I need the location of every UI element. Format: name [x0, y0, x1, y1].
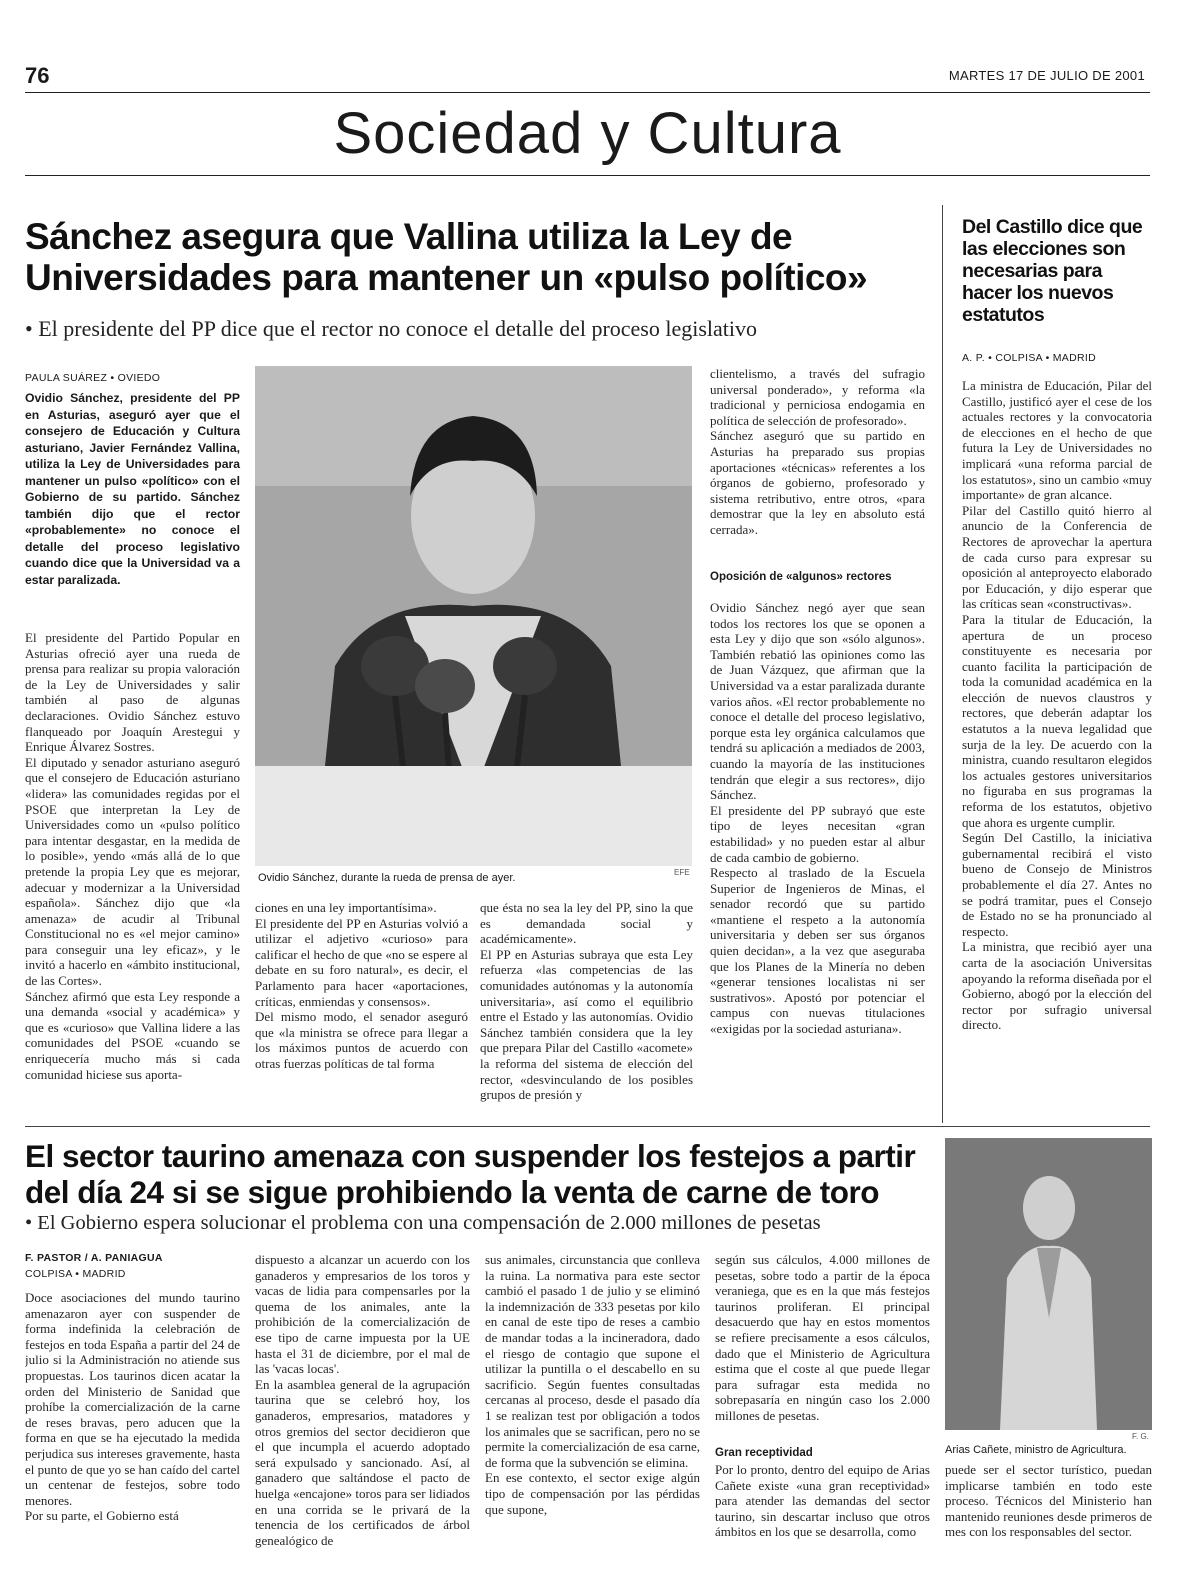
- article2-column-3: sus animales, circunstancia que conlleva la ruina. La normativa para este sector cambió el pasado 1 de julio y se eliminó la indemnización de 333 pesetas por kilo en canal de este tipo de reses a cambio de mandar todas a la incineradora, dado el riesgo de contagio que supone el utilizar la puntilla o el descabello en su sacrificio. Según fuentes consultadas cercanas al proceso, desde el pasado día 1 se realizan test por obligación a todos los animales que se sacrifican, pero no se permite la comercialización de esa carne, de forma que la subvención se elimina. En ese contexto, el sector exige algún tipo de compensación por las pérdidas que supone,: [485, 1252, 700, 1517]
- article1-photo: [255, 366, 692, 866]
- sidebar-body: La ministra de Educación, Pilar del Castillo, justificó ayer el cese de los actuales rectores y la convocatoria de elecciones en el hecho de que futura la Ley de Universidades no implicará «una reforma parcial de los estatutos», sino un cambio «muy importante» de gran alcance. Pilar del Castillo quitó hierro al anuncio de la Conferencia de Rectores de aprovechar la apertura de cada curso para expresar su oposición al anteproyecto elaborado por Educación, y dijo esperar que las críticas sean «constructivas». Para la titular de Educación, la apertura de un proceso constituyente es necesaria por cuanto facilita la participación de toda la comunidad académica en la elección de nuevos claustros y rectores, que deberán adaptar los estatutos a la nueva legalidad que surja de la ley. De acuerdo con la ministra, cuando resultaron elegidos los actuales gestores universitarios no figuraba en sus programas la reforma de los estatutos, objetivo que ahora es urgente cumplir. Según Del Castillo, la iniciativa gubernamental recibirá el visto bueno de Consejo de Ministros probablemente el día 27. Antes no se podrá tramitar, pues el Consejo de Estado no se ha pronunciado al respecto. La ministra, que recibió ayer una carta de la asociación Universitas apoyando la reforma diseñada por el Gobierno, abogó por la elección del rector por sufragio universal directo.: [962, 378, 1152, 1033]
- section-title: Sociedad y Cultura: [333, 101, 842, 166]
- article1-byline: [25, 372, 160, 384]
- article-separator: [25, 1126, 1150, 1127]
- article1-column-4-bottom: Ovidio Sánchez negó ayer que sean todos los rectores los que se oponen a esta Ley y dijo que son «sólo algunos». También rebatió las opiniones como las de Juan Vázquez, que afirman que la Universidad va a estar paralizada durante varios años. «El rector probablemente no conoce el detalle del proceso legislativo, porque esta ley orgánica calculamos que tendrá su aplicación a mediados de 2003, cuando la mayoría de las instituciones tendrán que elegir a sus rectores», dijo Sánchez. El presidente del PP subrayó que este tipo de leyes necesitan «gran estabilidad» y no pueden estar al albur de cada cambio de gobierno. Respecto al traslado de la Escuela Superior de Ingenieros de Minas, el senador recordó que su partido «mantiene el respeto a la autonomía universitaria y deben ser sus órganos quien decidan», a la vez que aseguraba que los Planes de la Minería no deben «generar tensiones localistas ni ser sustrativos». Apostó por potenciar el campus con nuevas titulaciones «exigidas por la sociedad asturiana».: [710, 600, 925, 1037]
- article2-column-2: dispuesto a alcanzar un acuerdo con los ganaderos y empresarios de los toros y vacas de lidia para compensarles por la quema de los animales, ante la prohibición de la comercialización de ese tipo de carne impuesta por la UE hasta el 31 de diciembre, por el mal de las 'vacas locas'. En la asamblea general de la agrupación taurina que se celebró hoy, los ganaderos, empresarios, matadores y otros gremios del sector decidieron que el que incumpla el acuerdo adoptado será expulsado y sancionado. Así, al ganadero que saltándose el pacto de huelga «encajone» toros para ser lidiados en una corrida se le privará de la tenencia de los certificados de árbol genealógico de: [255, 1252, 470, 1548]
- article2-headline: El sector taurino amenaza con suspender los festejos a partir del día 24 si se sigue prohibiendo la venta de carne de toro: [25, 1138, 916, 1210]
- article1-column-4-subhead: Oposición de «algunos» rectores: [710, 571, 892, 583]
- sidebar-headline: Del Castillo dice que las elecciones son necesarias para hacer los nuevos estatutos: [962, 216, 1143, 326]
- article1-photo-credit: EFE: [674, 868, 690, 877]
- article2-column-1: Doce asociaciones del mundo taurino amenazaron ayer con suspender de forma indefinida la celebración de festejos en toda España a partir del 24 de julio si la Administración no atiende sus propuestas. Los taurinos dicen acatar la orden del Ministerio de Sanidad que prohíbe la comercialización de la carne de reses bravas, pero aducen que la forma en que se ha ejecutado la medida perjudica sus intereses gravemente, hasta el punto de que yo se han caído del cartel un centenar de festejos, sobre todo menores. Por su parte, el Gobierno está: [25, 1290, 240, 1524]
- header-rule-top: [25, 92, 1150, 93]
- article1-column-1: El presidente del Partido Popular en Asturias ofreció ayer una rueda de prensa para realizar su propia valoración de la Ley de Universidades y salir también al paso de algunas declaraciones. Ovidio Sánchez estuvo flanqueado por Joaquín Arestegui y Enrique Álvarez Sostres. El diputado y senador asturiano aseguró que el consejero de Educación asturiano «lidera» las comunidades regidas por el PSOE que interpretan la Ley de Universidades como un «pulso político para intentar desgastar, en la medida de lo posible», yendo «más allá de lo que pretende la propia Ley que es mejorar, adecuar y modernizar a la Universidad española». Sánchez dijo que «la amenaza» de acudir al Tribunal Constitucional no es «el mejor camino» para conseguir una ley eficaz», y le invitó a hacerlo en «ámbito institucional, de las Cortes». Sánchez afirmó que esta Ley responde a una demanda «social y académica» y que es «curioso» que Vallina lidere a las comunidades del PSOE «cuando se enriquecería mucho más si cada comunidad hiciese sus aporta-: [25, 630, 240, 1082]
- article2-place: COLPISA • MADRID: [25, 1268, 126, 1280]
- article2-author: F. PASTOR / A. PANIAGUA: [25, 1252, 163, 1264]
- sidebar-divider: [942, 205, 943, 1123]
- article1-place: • OVIEDO: [110, 372, 161, 384]
- minister-portrait-illustration: [945, 1138, 1152, 1430]
- article2-column-5: puede ser el sector turístico, puedan implicarse también en todo este proceso. Técnicos del Ministerio han mantenido reuniones desde primeros de mes con los responsables del sector.: [945, 1462, 1152, 1540]
- article1-column-2: ciones en una ley importantísima». El presidente del PP en Asturias volvió a utilizar el adjetivo «curioso» para calificar el hecho de que «no se espere al debate en su foro natural», es decir, el Parlamento para hacer «aportaciones, críticas, enmiendas y consensos». Del mismo modo, el senador aseguró que «la ministra se ofrece para llegar a los máximos puntos de acuerdo con otras fuerzas políticas de tal forma: [255, 900, 468, 1071]
- article2-photo-caption: Arias Cañete, ministro de Agricultura.: [945, 1444, 1127, 1456]
- header-rule-bottom: [25, 175, 1150, 176]
- article1-photo-caption: Ovidio Sánchez, durante la rueda de prensa de ayer.: [258, 872, 516, 884]
- article1-headline: Sánchez asegura que Vallina utiliza la Ley de Universidades para mantener un «pulso político»: [25, 216, 868, 299]
- article1-subheadline: • El presidente del PP dice que el rector no conoce el detalle del proceso legislativo: [25, 316, 758, 341]
- press-conference-illustration: [255, 366, 692, 866]
- sidebar-byline: A. P. • COLPISA • MADRID: [962, 352, 1096, 364]
- article1-author: PAULA SUÁREZ: [25, 372, 108, 384]
- article2-subheadline: • El Gobierno espera solucionar el problema con una compensación de 2.000 millones de pesetas: [25, 1212, 821, 1234]
- page-number: 76: [25, 63, 50, 88]
- article2-column-4-bottom: Por lo pronto, dentro del equipo de Arias Cañete existe «una gran receptividad» para atender las demandas del sector taurino, sin descartar incluso que otros ámbitos en los que se desarrolla, como: [715, 1462, 930, 1540]
- article1-lead: Ovidio Sánchez, presidente del PP en Asturias, aseguró ayer que el consejero de Educación y Cultura asturiano, Javier Fernández Vallina, utiliza la Ley de Universidades para mantener un pulso «político» con el Gobierno de su partido. Sánchez también dijo que el rector «probablemente» no conoce el detalle del proceso legislativo cuando dice que la Universidad va a estar paralizada.: [25, 391, 240, 587]
- article2-column-4-top: según sus cálculos, 4.000 millones de pesetas, sobre todo a partir de la época veraniega, que es en la que más festejos taurinos proliferan. El principal desacuerdo que hay en estos momentos se refiere precisamente a esos cálculos, dado que el Ministerio de Agricultura estima que el coste al que puede llegar para sufragar esta medida no sobrepasaría en ningún caso los 2.000 millones de pesetas.: [715, 1252, 930, 1423]
- article2-photo-credit: F. G.: [1132, 1432, 1149, 1441]
- article1-column-3: que ésta no sea la ley del PP, sino la que es demandada social y académicamente». El PP en Asturias subraya que esta Ley refuerza «las competencias de las comunidades autónomas y la autonomía universitaria», así como el equilibrio entre el Estado y las autonomías. Ovidio Sánchez también considera que la ley que prepara Pilar del Castillo «acomete» la reforma del sistema de elección del rector, «desvinculando de los posibles grupos de presión y: [480, 900, 693, 1103]
- article1-column-4-top: clientelismo, a través del sufragio universal ponderado», y reforma «la tradicional y perniciosa endogamia en política de selección de profesorado». Sánchez aseguró que su partido en Asturias ha preparado sus propias aportaciones «técnicas» referentes a los órganos de gobierno, profesorado y sistema retributivo, entre otros, «para demostrar que la ley en absoluto está cerrada».: [710, 366, 925, 537]
- issue-date: MARTES 17 DE JULIO DE 2001: [948, 68, 1145, 83]
- article2-photo: [945, 1138, 1152, 1430]
- article2-column-4-subhead: Gran receptividad: [715, 1447, 813, 1459]
